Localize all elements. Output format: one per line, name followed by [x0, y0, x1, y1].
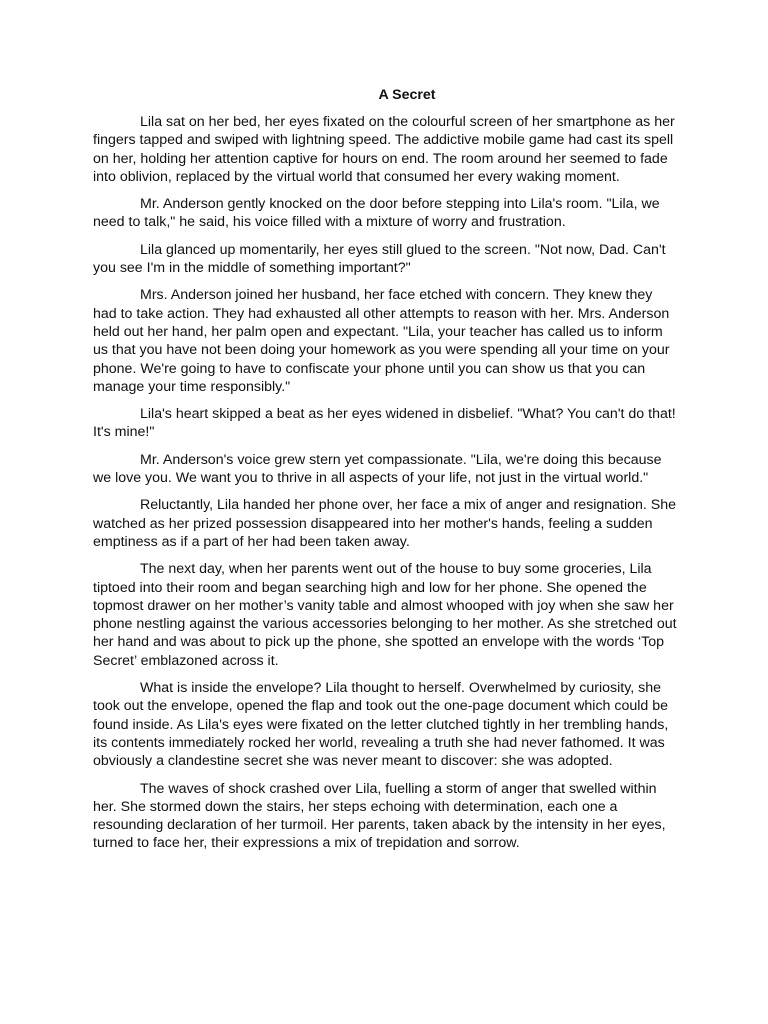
paragraph-6: Mr. Anderson's voice grew stern yet compassionate. "Lila, we're doing this because we love you. We want you to thrive in all aspects of your life, not just in the virtual world."	[93, 451, 662, 487]
document-body	[93, 113, 678, 862]
paragraph-1: Lila sat on her bed, her eyes fixated on the colourful screen of her smartphone as her fingers tapped and swiped with lightning speed. The addictive mobile game had cast its spell on her, holding her attention captive for hours on end. The room around her seemed to fade into oblivion, replaced by the virtual world that consumed her every waking moment.	[93, 114, 675, 185]
paragraph-7: Reluctantly, Lila handed her phone over, her face a mix of anger and resignation. She watched as her prized possession disappeared into her mother's hands, feeling a sudden emptiness as if a part of her had been taken away.	[93, 497, 677, 550]
paragraph-2: Mr. Anderson gently knocked on the door before stepping into Lila's room. "Lila, we need to talk," he said, his voice filled with a mixture of worry and frustration.	[93, 196, 660, 231]
paragraph-9: What is inside the envelope? Lila thought to herself. Overwhelmed by curiosity, she took out the envelope, opened the flap and took out the one-page document which could be found inside. As Lila's eyes were fixated on the letter clutched tightly in her trembling hands, its contents immediately rocked her world, revealing a truth she had never fathomed. It was obviously a clandestine secret she was never meant to discover: she was adopted.	[93, 680, 669, 770]
paragraph-3: Lila glanced up momentarily, her eyes still glued to the screen. "Not now, Dad. Can't you see I'm in the middle of something important?"	[93, 241, 666, 277]
paragraph-8: The next day, when her parents went out of the house to buy some groceries, Lila tiptoed into their room and began searching high and low for her phone. She opened the topmost drawer on her mother’s vanity table and almost whooped with joy when she saw her phone nestling against the various accessories belonging to her mother. As she stretched out her hand and was about to pick up the phone, she spotted an envelope with the words ‘Top Secret’ emblazoned across it.	[93, 561, 677, 669]
document-title: A Secret	[378, 87, 436, 103]
paragraph-5: Lila's heart skipped a beat as her eyes widened in disbelief. "What? You can't do that! It's mine!"	[93, 406, 676, 441]
paragraph-4: Mrs. Anderson joined her husband, her face etched with concern. They knew they had to take action. They had exhausted all other attempts to reason with her. Mrs. Anderson held out her hand, her palm open and expectant. "Lila, your teacher has called us to inform us that you have not been doing your homework as you were spending all your time on your phone. We're going to have to confiscate your phone until you can show us that you can manage your time responsibly."	[93, 287, 670, 395]
paragraph-10: The waves of shock crashed over Lila, fuelling a storm of anger that swelled within her. She stormed down the stairs, her steps echoing with determination, each one a resounding declaration of her turmoil. Her parents, taken aback by the intensity in her eyes, turned to face her, their expressions a mix of trepidation and sorrow.	[93, 780, 666, 852]
